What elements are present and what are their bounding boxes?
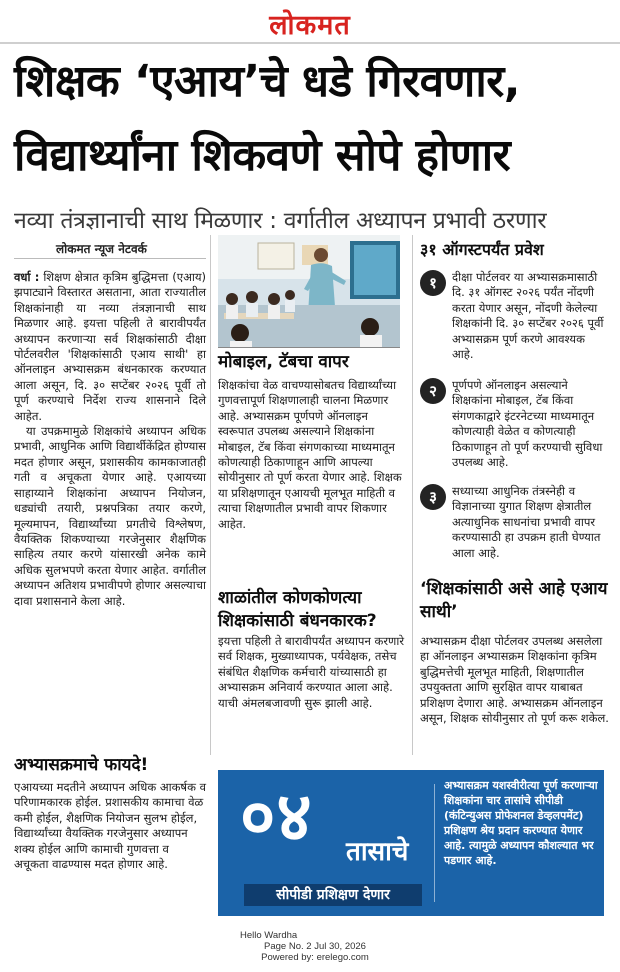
article-paragraph-1-text: शिक्षण क्षेत्रात कृत्रिम बुद्धिमत्ता (एआय) झपाट्याने विस्तारत असताना, आता राज्यातील शिक्षकांनाही या नव्या तंत्रज्ञानाची साथ मिळणार आहे. इयत्ता पहिली ते बारावीपर्यंत अध्यापन करणाऱ्या सर्व शिक्षकांसाठी दीक्षा पोर्टलवरील 'शिक्षकांसाठी एआय साथी' हा ऑनलाइन अभ्यासक्रम बंधनकारक करण्यात आला असून, दि. ३० सप्टेंबर २०२६ पूर्वी तो पूर्ण करण्याचे निर्देश राज्य शासनाने दिले आहेत. bbox=[14, 270, 206, 423]
article-paragraph bbox=[14, 270, 206, 424]
footer-powered-by: Powered by: erelego.com bbox=[261, 952, 369, 963]
banner-text: अभ्यासक्रम यशस्वीरीत्या पूर्ण करणाऱ्या शिक्षकांना चार तासांचे सीपीडी (कंटिन्युअस प्रोफेशनल डेव्हलपमेंट) प्रशिक्षण श्रेय प्रदान करण्यात येणार आहे. त्यामुळे अध्यापन कौशल्यात भर पडणार आहे. bbox=[444, 779, 598, 867]
mandatory-heading: शाळांतील कोणकोणत्या शिक्षकांसाठी बंधनकारक? bbox=[218, 588, 377, 631]
cpd-banner bbox=[218, 770, 604, 916]
byline: लोकमत न्यूज नेटवर्क bbox=[56, 242, 147, 256]
mandatory-text: इयत्ता पहिली ते बारावीपर्यंत अध्यापन करणारे सर्व शिक्षक, मुख्याध्यापक, पर्यवेक्षक, तसेच संबंधित शैक्षणिक कर्मचारी यांच्यासाठी हा अभ्यासक्रम अनिवार्य करण्यात आला आहे. याची अंमलबजावणी सुरू झाली आहे. bbox=[218, 634, 405, 710]
banner-pill: सीपीडी प्रशिक्षण देणार bbox=[244, 884, 422, 906]
headline-line-1: शिक्षक ‘एआय’चे धडे गिरवणार, bbox=[14, 56, 520, 107]
footer-edition: Hello Wardha bbox=[240, 930, 298, 941]
mobile-tab-text: शिक्षकांचा वेळ वाचण्यासोबतच विद्यार्थ्यांच्या गुणवत्तापूर्ण शिक्षणालाही चालना मिळणार आहे. अभ्यासक्रम पूर्णपणे ऑनलाइन स्वरूपात उपलब्ध असल्याने शिक्षकांना मोबाइल, टॅब किंवा संगणकाच्या माध्यमातून कोणत्याही ठिकाणाहून आणि आपल्या सोयीनुसार तो पूर्ण करता येणार आहे. शिक्षक या प्रशिक्षणातून एआयची मूलभूत माहिती व त्याचा शिक्षणातील प्रभावी वापर शिकणार आहेत. bbox=[218, 378, 402, 531]
list-item-text: पूर्णपणे ऑनलाइन असल्याने शिक्षकांना मोबाइल, टॅब किंवा संगणकाद्वारे इंटरनेटच्या माध्यमातून कोणत्याही वेळेत व कोणत्याही ठिकाणाहून तो पूर्ण करण्याची सुविधा उपलब्ध आहे. bbox=[452, 378, 603, 470]
number-badge: २ bbox=[420, 378, 446, 404]
benefits-text: एआयच्या मदतीने अध्यापन अधिक आकर्षक व परिणामकारक होईल. प्रशासकीय कामाचा वेळ कमी होईल, शैक्षणिक नियोजन सुलभ होईल, विद्यार्थ्यांच्या वैयक्तिक गरजेनुसार अध्यापन शक्य होईल आणि कामाची गुणवत्ता व अचूकता वाढण्यास मदत होणार आहे. bbox=[14, 780, 206, 872]
ai-sathi-heading: ‘शिक्षकांसाठी असे आहे एआय साथी’ bbox=[420, 579, 608, 622]
banner-number: ०४ bbox=[240, 778, 313, 857]
article-paragraph-2: या उपक्रमामुळे शिक्षकांचे अध्यापन अधिक प्रभावी, आधुनिक आणि विद्यार्थीकेंद्रित होण्यास मदत होणार असून, प्रशासकीय कामकाजातही गती व अचूकता येणार आहे. एआयच्या साहाय्याने शिक्षकांना अध्यापन नियोजन, धड्यांची तयारी, प्रश्नपत्रिका तयार करणे, मूल्यमापन, विद्यार्थ्यांच्या प्रगतीचे विश्लेषण, वैयक्तिक शिकण्याच्या गरजेनुसार शैक्षणिक साहित्य तयार करणे यांसारखी अनेक कामे अधिक सुलभपणे करता येणार आहेत. वर्गातील अध्यापन अतिशय प्रभावीपणे होणार असल्याचा दावा प्रशासनाने केला आहे. bbox=[14, 424, 206, 608]
banner-divider bbox=[434, 784, 435, 902]
column-divider bbox=[210, 235, 211, 755]
list-item bbox=[420, 484, 608, 561]
ai-sathi-text: अभ्यासक्रम दीक्षा पोर्टलवर उपलब्ध असलेला हा ऑनलाइन अभ्यासक्रम शिक्षकांना कृत्रिम बुद्धिमत्तेची मूलभूत माहिती, शिक्षणातील उपयुक्तता आणि सुरक्षित वापर याबाबत प्रशिक्षण देणारा आहे. अभ्यासक्रम ऑनलाइन असून, शिक्षक सोयीनुसार तो पूर्ण करू शकेल. bbox=[420, 634, 609, 726]
list-item bbox=[420, 270, 608, 362]
headline-line-2: विद्यार्थ्यांना शिकवणे सोपे होणार bbox=[14, 130, 511, 181]
list-item-text: दीक्षा पोर्टलवर या अभ्यासक्रमासाठी दि. ३१ ऑगस्ट २०२६ पर्यंत नोंदणी करता येणार असून, नोंदणी केलेल्या शिक्षकांनी दि. ३० सप्टेंबर २०२६ पूर्वी अभ्यासक्रम पूर्ण करणे आवश्यक आहे. bbox=[452, 270, 604, 362]
column-divider bbox=[412, 235, 413, 755]
article-body bbox=[14, 270, 206, 609]
number-badge: १ bbox=[420, 270, 446, 296]
subheadline: नव्या तंत्रज्ञानाची साथ मिळणार : वर्गातील अध्यापन प्रभावी ठरणार bbox=[14, 208, 547, 234]
masthead bbox=[0, 0, 620, 44]
lokmat-logo: लोकमत bbox=[269, 10, 351, 41]
footer-page-date: Page No. 2 Jul 30, 2026 bbox=[264, 941, 366, 952]
page-footer bbox=[240, 930, 390, 963]
admission-heading: ३१ ऑगस्टपर्यंत प्रवेश bbox=[420, 240, 544, 259]
photo-divider bbox=[218, 347, 400, 348]
number-badge: ३ bbox=[420, 484, 446, 510]
list-item-text: सध्याच्या आधुनिक तंत्रस्नेही व विज्ञानाच्या युगात शिक्षण क्षेत्रातील अत्याधुनिक साधनांचा प्रभावी वापर करण्यासाठी हा उपक्रम हाती घेण्यात आला आहे. bbox=[452, 484, 601, 560]
list-item bbox=[420, 378, 608, 470]
benefits-heading: अभ्यासक्रमाचे फायदे! bbox=[14, 755, 149, 775]
classroom-photo bbox=[218, 235, 400, 347]
mobile-tab-heading: मोबाइल, टॅबचा वापर bbox=[218, 352, 349, 372]
classroom-illustration bbox=[218, 235, 400, 347]
banner-unit: तासाचे bbox=[346, 837, 409, 867]
byline-divider bbox=[14, 258, 206, 259]
dateline: वर्धा : bbox=[14, 270, 40, 284]
